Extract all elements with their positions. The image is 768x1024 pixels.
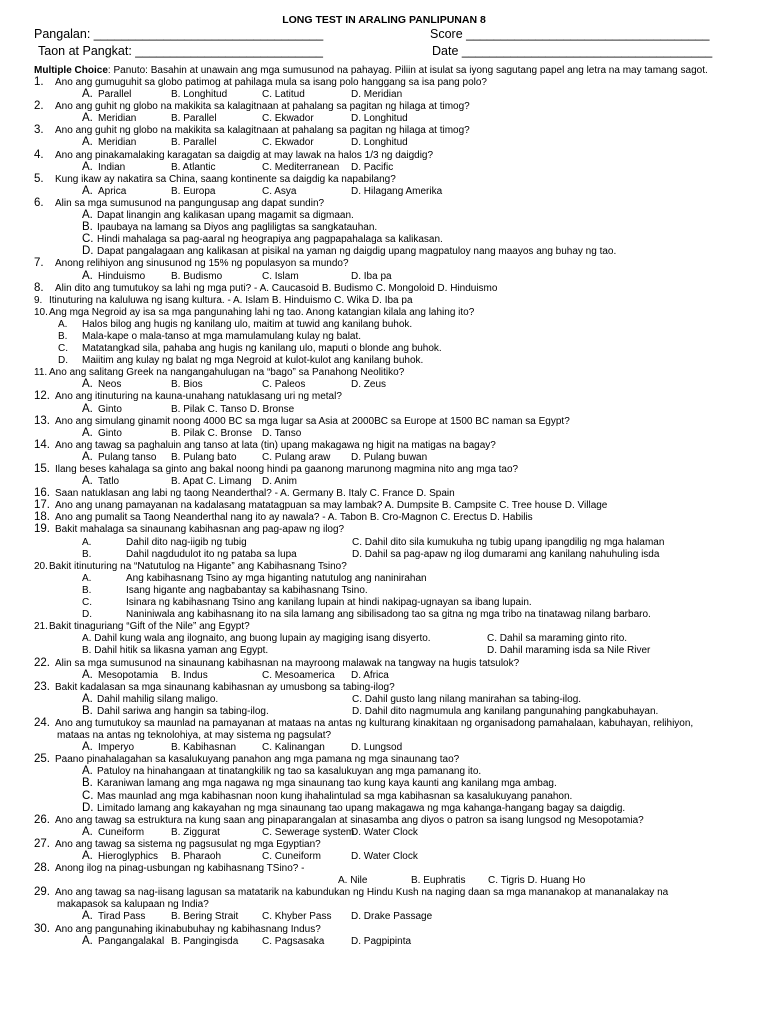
option-text: C. Tigris D. Huang Ho — [488, 875, 586, 887]
option-letter: D. — [82, 245, 94, 258]
question-number: 8. — [34, 281, 44, 294]
question-number: 19. — [34, 523, 50, 536]
option-text: B. Apat C. Limang — [171, 476, 252, 488]
option-letter: A. — [82, 741, 93, 754]
option-text: B. Pilak C. Tanso D. Bronse — [171, 403, 295, 415]
question-continuation — [0, 899, 768, 911]
option-text: Dahil sariwa ang hangin sa tabing-ilog. — [97, 705, 269, 717]
option-text: Hieroglyphics — [98, 851, 159, 862]
option-text: Dahil dito nag-iigib ng tubig — [126, 536, 247, 548]
options-row — [0, 271, 768, 283]
question-4 — [0, 150, 768, 162]
option-text: A. Dahil kung wala ang ilognaito, ang buong lupain ay magiging isang disyerto. — [82, 633, 431, 645]
question-text: Alin sa mga sumusunod na pangungusap ang dapat sundin? — [55, 197, 325, 209]
option-letter: A. — [82, 692, 93, 705]
option-letter: A. — [58, 318, 68, 330]
option-text: Matatangkad sila, pahaba ang hugis ng kanilang ulo, maputi o blonde ang buhok. — [82, 343, 442, 355]
question-number: 9. — [34, 294, 43, 306]
option-text: B. Dahil hitik sa likasna yaman ang Egypt. — [82, 645, 269, 657]
option-letter: A. — [82, 378, 93, 391]
option-letter: A. — [82, 850, 93, 862]
option-letter: A. — [82, 112, 93, 125]
options-row — [0, 851, 768, 863]
question-17 — [0, 500, 768, 512]
option-text: B. Indus — [171, 669, 208, 681]
option-text: B. Pharaoh — [171, 851, 222, 862]
options-row — [0, 89, 768, 101]
option-letter: C. — [82, 597, 92, 609]
question-7 — [0, 258, 768, 270]
option-text: Pulang tanso — [98, 451, 157, 463]
option-text: Cuneiform — [98, 826, 145, 838]
question-text: Paano pinahalagahan sa kasalukuyang panahon ang mga pamana ng mga sinaunang tao? — [55, 754, 460, 766]
option-text: C. Cuneiform — [262, 851, 321, 862]
question-13 — [0, 416, 768, 428]
question-2 — [0, 101, 768, 113]
option-line — [0, 246, 768, 258]
option-letter: C. — [82, 789, 94, 802]
question-16 — [0, 488, 768, 500]
question-text: Bakit itinuturing na “Natutulog na Higante” ang Kabihasnang Tsino? — [49, 560, 347, 572]
question-number: 6. — [34, 196, 44, 209]
option-text: C. Sewerage system — [262, 826, 355, 838]
options-row — [0, 670, 768, 682]
option-text: Isinara ng kabihasnang Tsino ang kanilang lupain at hindi nakipag-ugnayan sa ibang lupain. — [126, 597, 532, 609]
question-number: 26. — [34, 813, 50, 826]
question-number: 29. — [34, 886, 50, 899]
option-letter: A. — [82, 668, 93, 681]
question-text-continued: mataas na antas ng teknolohiya, at may sistema ng pagsulat? — [57, 730, 332, 742]
option-line — [0, 549, 768, 561]
option-letter: A. — [82, 88, 93, 101]
option-line — [0, 694, 768, 706]
option-text: C. Islam — [262, 270, 299, 282]
question-number: 17. — [34, 499, 50, 512]
question-text: Ano ang tawag sa estruktura na kung saan ang pinaparangalan at sinasamba ang diyos o patron sa isang lungsod ng Mesopotamia? — [55, 814, 644, 826]
option-text: C. Dahil gusto lang nilang manirahan sa tabing-ilog. — [352, 693, 582, 705]
option-text: D. Longhitud — [351, 113, 408, 125]
question-number: 13. — [34, 414, 50, 427]
question-19 — [0, 524, 768, 536]
question-text: Alin dito ang tumutukoy sa lahi ng mga puti? - A. Caucasoid B. Budismo C. Mongoloid D. Hinduismo — [55, 282, 498, 294]
question-text: Bakit mahalaga sa sinaunang kabihasnan ang pag-apaw ng ilog? — [55, 524, 345, 536]
question-list — [0, 77, 768, 948]
option-line — [0, 222, 768, 234]
question-number: 2. — [34, 100, 44, 113]
option-letter: A. — [82, 426, 93, 439]
question-text: Ano ang simulang ginamit noong 4000 BC sa mga lugar sa Asia at 2000BC sa Europe at 1500 BC naman sa Egypt? — [55, 415, 570, 427]
question-text: Ano ang pinakamalaking karagatan sa daigdig at may lawak na halos 1/3 ng daigdig? — [55, 149, 434, 161]
question-text: Bakit kadalasan sa mga sinaunang kabihasnan ay umusbong sa tabing-ilog? — [55, 681, 395, 693]
option-line — [0, 597, 768, 609]
option-text: B. Kabihasnan — [171, 742, 237, 754]
option-letter: A. — [82, 572, 92, 584]
question-number: 5. — [34, 172, 44, 185]
question-text-continued: makapasok sa kalupaan ng India? — [57, 899, 209, 911]
question-number: 1. — [34, 76, 44, 88]
option-letter: A. — [82, 765, 93, 778]
option-text: Meridian — [98, 137, 137, 149]
option-text: D. Water Clock — [351, 851, 418, 862]
option-text: C. Paleos — [262, 379, 306, 391]
options-row — [0, 404, 768, 416]
option-letter: A. — [82, 450, 93, 463]
question-number: 18. — [34, 511, 50, 524]
options-row — [0, 428, 768, 440]
option-text: C. Ekwador — [262, 113, 314, 125]
options-row — [0, 476, 768, 488]
option-letter: A. — [82, 825, 93, 838]
option-line — [0, 234, 768, 246]
question-text: Bakit tinaguriang “Gift of the Nile” ang Egypt? — [49, 621, 250, 633]
page-title: LONG TEST IN ARALING PANLIPUNAN 8 — [282, 14, 486, 26]
option-letter: B. — [82, 777, 93, 790]
option-letter: A. — [82, 934, 93, 947]
option-text: Tatlo — [98, 476, 120, 488]
option-text: C. Pulang araw — [262, 451, 331, 463]
option-text: Naniniwala ang kabihasnang ito na sila lamang ang sibilisadong tao sa gitna ng mga tribo na tinatawag nilang barbaro. — [126, 609, 651, 621]
option-text: D. Meridian — [351, 89, 403, 101]
option-text: Meridian — [98, 113, 137, 125]
option-text: D. Dahil maraming isda sa Nile River — [487, 645, 651, 657]
options-row — [0, 186, 768, 198]
question-text: Ano ang pangunahing ikinabubuhay ng kabihasnang Indus? — [55, 923, 321, 935]
question-text: Ano ang gumuguhit sa globo patimog at pahilaga mula sa isang polo hanggang sa isa pang polo? — [55, 77, 487, 88]
option-text: Mala-kape o mala-tanso at mga mamulamulang kulay ng balat. — [82, 330, 362, 342]
options-row — [0, 827, 768, 839]
option-text: D. Anim — [262, 476, 298, 488]
option-text: Patuloy na hinahangaan at tinatangkilik ng tao sa kasalukuyan ang mga pamanang ito. — [97, 766, 482, 778]
option-text: Mas maunlad ang mga kabihasnan noon kung ihahalintulad sa mga kabihasnan sa kasalukuyang panahon. — [97, 790, 573, 802]
options-row — [0, 137, 768, 149]
option-letter: C. — [82, 233, 94, 246]
option-text: D. Longhitud — [351, 137, 408, 149]
question-text: Ano ang unang pamayanan na kadalasang matatagpuan sa may lambak? A. Dumpsite B. Campsite C. Tree house D. Village — [55, 500, 608, 512]
question-number: 20. — [34, 560, 48, 572]
question-number: 10. — [34, 306, 48, 318]
option-text: D. Pacific — [351, 161, 394, 173]
question-text: Ano ang guhit ng globo na makikita sa kalagitnaan at pahalang sa pagitan ng hilaga at timog? — [55, 125, 470, 137]
option-line — [0, 537, 768, 549]
question-text: Saan natuklasan ang labi ng taong Neanderthal? - A. Germany B. Italy C. France D. Spain — [55, 488, 455, 500]
question-number: 27. — [34, 837, 50, 850]
question-number: 15. — [34, 463, 50, 475]
option-text: Hinduismo — [98, 270, 146, 282]
option-line — [0, 645, 768, 657]
instructions-text: : Panuto: Basahin at unawain ang mga sumusunod na pahayag. Piliin at isulat sa iyong sagutang papel ang letra na may tamang sagot. — [107, 65, 708, 76]
option-text: Ang kabihasnang Tsino ay mga higanting natutulog ang naninirahan — [126, 572, 427, 584]
option-line — [0, 585, 768, 597]
question-30 — [0, 924, 768, 936]
option-text: Tirad Pass — [98, 911, 146, 923]
option-text: Pangangalakal — [98, 935, 165, 947]
option-text: Ginto — [98, 403, 122, 415]
option-letter: B. — [82, 221, 93, 234]
question-10 — [0, 307, 768, 319]
question-15 — [0, 464, 768, 476]
question-text: Anong ilog na pinag-usbungan ng kabihasnang TSino? - — [55, 863, 305, 875]
option-line — [0, 803, 768, 815]
option-letter: A. — [82, 475, 93, 488]
question-9 — [0, 295, 768, 307]
option-text: B. Europa — [171, 185, 216, 197]
options-row — [0, 936, 768, 948]
options-row — [0, 113, 768, 125]
option-letter: C. — [58, 343, 68, 355]
option-letter: D. — [82, 801, 94, 814]
options-row — [0, 452, 768, 464]
option-letter: A. — [82, 910, 93, 923]
option-text: C. Latitud — [262, 89, 305, 101]
option-text: D. Africa — [351, 669, 389, 681]
question-6 — [0, 198, 768, 210]
option-line — [0, 778, 768, 790]
question-number: 12. — [34, 390, 50, 403]
option-text: D. Pulang buwan — [351, 451, 428, 463]
option-text: C. Mediterranean — [262, 161, 340, 173]
question-5 — [0, 174, 768, 186]
question-text: Ano ang tawag sa sistema ng pagsusulat ng mga Egyptian? — [55, 838, 321, 850]
options-row — [0, 742, 768, 754]
question-22 — [0, 658, 768, 670]
question-number: 11. — [34, 367, 48, 379]
option-text: B. Bering Strait — [171, 911, 239, 923]
option-letter: A. — [82, 160, 93, 173]
question-20 — [0, 561, 768, 573]
question-number: 7. — [34, 257, 44, 270]
question-text: Ano ang tumutukoy sa maunlad na pamayanan at mataas na antas ng kulturang kinakitaan ng organisadong pamahalaan, kabuhayan, relihiyon, — [55, 717, 694, 729]
option-letter: A. — [82, 209, 93, 222]
taon-pangkat-field[interactable]: Taon at Pangkat: ___________________________ — [38, 44, 323, 58]
option-text: B. Bios — [171, 379, 203, 391]
question-28 — [0, 863, 768, 875]
option-letter: A. — [82, 269, 93, 282]
option-line — [0, 791, 768, 803]
option-letter: B. — [58, 330, 68, 342]
instructions — [34, 65, 708, 76]
option-text: C. Pagsasaka — [262, 935, 325, 947]
option-line — [0, 706, 768, 718]
option-text: Mesopotamia — [98, 669, 159, 681]
question-number: 14. — [34, 438, 50, 451]
question-27 — [0, 839, 768, 851]
option-line — [0, 355, 768, 367]
question-text: Ano ang tawag sa nag-iisang lagusan sa matatarik na kabundukan ng Hindu Kush na naging daan sa mga mananakop at mananalakay na — [55, 887, 669, 899]
option-text: Limitado lamang ang kakayahan ng mga sinaunang tao upang makagawa ng mga kahanga-hangang bagay sa daigdig. — [97, 802, 626, 814]
question-number: 24. — [34, 716, 50, 729]
question-1 — [0, 77, 768, 89]
question-continuation — [0, 730, 768, 742]
question-text: Ano ang pumalit sa Taong Neanderthal nang ito ay nawala? - A. Tabon B. Cro-Magnon C. Erectus D. Habilis — [55, 512, 533, 524]
question-number: 28. — [34, 862, 50, 875]
option-text: Ipaubaya na lamang sa Diyos ang pagliligtas sa sangkatauhan. — [97, 222, 378, 234]
option-line — [0, 609, 768, 621]
question-text: Itinuturing na kaluluwa ng isang kultura. - A. Islam B. Hinduismo C. Wika D. Iba pa — [49, 294, 413, 306]
question-number: 16. — [34, 487, 50, 500]
option-text: C. Khyber Pass — [262, 911, 332, 923]
option-text: B. Parallel — [171, 113, 217, 125]
option-line — [0, 633, 768, 645]
option-letter: B. — [82, 548, 92, 560]
option-text: Neos — [98, 379, 122, 391]
option-text: B. Euphratis — [411, 875, 466, 887]
option-text: C. Mesoamerica — [262, 669, 335, 681]
question-number: 3. — [34, 124, 44, 137]
question-text: Kung ikaw ay nakatira sa China, saang kontinente sa daigdig ka napabilang? — [55, 173, 396, 185]
score-field[interactable]: Score ___________________________________ — [430, 27, 710, 41]
option-text: Parallel — [98, 89, 132, 101]
option-text: B. Parallel — [171, 137, 217, 149]
options-row — [0, 911, 768, 923]
option-text: Maiitim ang kulay ng balat ng mga Negroid at kulot-kulot ang kanilang buhok. — [82, 355, 424, 367]
question-11 — [0, 367, 768, 379]
question-text: Alin sa mga sumusunod na sinaunang kabihasnan na mayroong malawak na tangway na hugis tatsulok? — [55, 657, 520, 669]
option-text: B. Pulang bato — [171, 451, 237, 463]
question-23 — [0, 682, 768, 694]
option-text: D. Pagpipinta — [351, 935, 412, 947]
question-21 — [0, 621, 768, 633]
option-text: Isang higante ang nagbabantay sa kabihasnang Tsino. — [126, 584, 368, 596]
question-number: 21. — [34, 621, 48, 633]
option-line — [0, 573, 768, 585]
question-26 — [0, 815, 768, 827]
option-text: Karaniwan lamang ang mga nagawa ng mga sinaunang tao kung kaya kaunti ang kanilang mga ambag. — [97, 778, 557, 790]
option-line — [0, 210, 768, 222]
instructions-label: Multiple Choice — [34, 65, 108, 76]
question-text: Ano ang itinuturing na kauna-unahang natuklasang uri ng metal? — [55, 391, 342, 403]
option-text: Dahil nagdudulot ito ng pataba sa lupa — [126, 548, 297, 560]
option-text: B. Pilak C. Bronse — [171, 427, 253, 439]
option-line — [0, 331, 768, 343]
option-text: B. Longhitud — [171, 89, 228, 101]
option-text: A. Nile — [338, 875, 368, 887]
question-number: 23. — [34, 680, 50, 693]
question-18 — [0, 512, 768, 524]
option-letter: B. — [82, 704, 93, 717]
question-number: 4. — [34, 148, 44, 161]
option-text: Indian — [98, 161, 126, 173]
question-text: Ano ang salitang Greek na nangangahulugan na “bago” sa Panahong Neolitiko? — [49, 367, 405, 379]
question-text: Anong relihiyon ang sinusunod ng 15% ng populasyon sa mundo? — [55, 258, 349, 270]
option-text: D. Water Clock — [351, 826, 418, 838]
option-text: Dapat pangalagaan ang kalikasan at pisikal na yaman ng daigdig upang magpatuloy nang maayos ang buhay ng tao. — [97, 246, 617, 258]
option-text: D. Hilagang Amerika — [351, 185, 443, 197]
option-text: B. Budismo — [171, 270, 223, 282]
option-text: B. Ziggurat — [171, 826, 220, 838]
option-text: Halos bilog ang hugis ng kanilang ulo, maitim at tuwid ang kanilang buhok. — [82, 318, 413, 330]
option-text: D. Lungsod — [351, 742, 403, 754]
option-text: Ginto — [98, 427, 122, 439]
option-text: D. Dahil dito nagmumula ang kanilang pangunahing pangkabuhayan. — [352, 705, 659, 717]
option-letter: B. — [82, 584, 92, 596]
option-text: D. Iba pa — [351, 270, 392, 282]
option-text: Dahil mahilig silang maligo. — [97, 693, 219, 705]
option-text: D. Dahil sa pag-apaw ng ilog dumarami ang kanilang nahuhuling isda — [352, 548, 660, 560]
question-3 — [0, 125, 768, 137]
options-row — [0, 162, 768, 174]
option-text: D. Drake Passage — [351, 911, 433, 923]
options-row — [0, 379, 768, 391]
question-14 — [0, 440, 768, 452]
question-8 — [0, 283, 768, 295]
option-text: C. Dahil dito sila kumukuha ng tubig upang ipangdilig ng mga halaman — [352, 536, 665, 548]
question-text: Ang mga Negroid ay isa sa mga pangunahing lahi ng tao. Anong katangian kilala ang lahing ito? — [49, 306, 475, 318]
question-number: 22. — [34, 656, 50, 669]
question-text: Ano ang tawag sa paghaluin ang tanso at lata (tin) upang makagawa ng higit na matigas na bagay? — [55, 439, 496, 451]
option-line — [0, 319, 768, 331]
options-row — [0, 875, 768, 887]
option-line — [0, 343, 768, 355]
option-text: B. Atlantic — [171, 161, 216, 173]
option-letter: D. — [82, 609, 92, 621]
question-number: 30. — [34, 922, 50, 935]
question-number: 25. — [34, 753, 50, 766]
option-letter: A. — [82, 136, 93, 149]
option-text: Hindi mahalaga sa pag-aaral ng heograpiya ang pagpapahalaga sa kalikasan. — [97, 234, 443, 246]
option-text: D. Tanso — [262, 427, 302, 439]
option-text: D. Zeus — [351, 379, 387, 391]
question-text: Ano ang guhit ng globo na makikita sa kalagitnaan at pahalang sa pagitan ng hilaga at timog? — [55, 101, 470, 113]
option-letter: A. — [82, 536, 92, 548]
option-text: C. Ekwador — [262, 137, 314, 149]
option-text: Imperyo — [98, 742, 135, 754]
option-line — [0, 766, 768, 778]
option-letter: A. — [82, 402, 93, 415]
date-field[interactable]: Date ____________________________________ — [432, 44, 713, 58]
option-letter: A. — [82, 184, 93, 197]
option-text: Aprica — [98, 185, 127, 197]
option-text: Dapat linangin ang kalikasan upang magamit sa digmaan. — [97, 210, 354, 222]
pangalan-field[interactable]: Pangalan: _________________________________ — [34, 27, 324, 41]
question-25 — [0, 754, 768, 766]
option-text: C. Kalinangan — [262, 742, 325, 754]
option-letter: D. — [58, 355, 68, 367]
question-24 — [0, 718, 768, 730]
question-text: Ilang beses kahalaga sa ginto ang bakal noong hindi pa gaanong marunong magmina nito ang mga tao? — [55, 464, 519, 475]
question-12 — [0, 391, 768, 403]
option-text: C. Asya — [262, 185, 297, 197]
option-text: C. Dahil sa maraming ginto rito. — [487, 633, 628, 645]
question-29 — [0, 887, 768, 899]
option-text: B. Pangingisda — [171, 935, 239, 947]
